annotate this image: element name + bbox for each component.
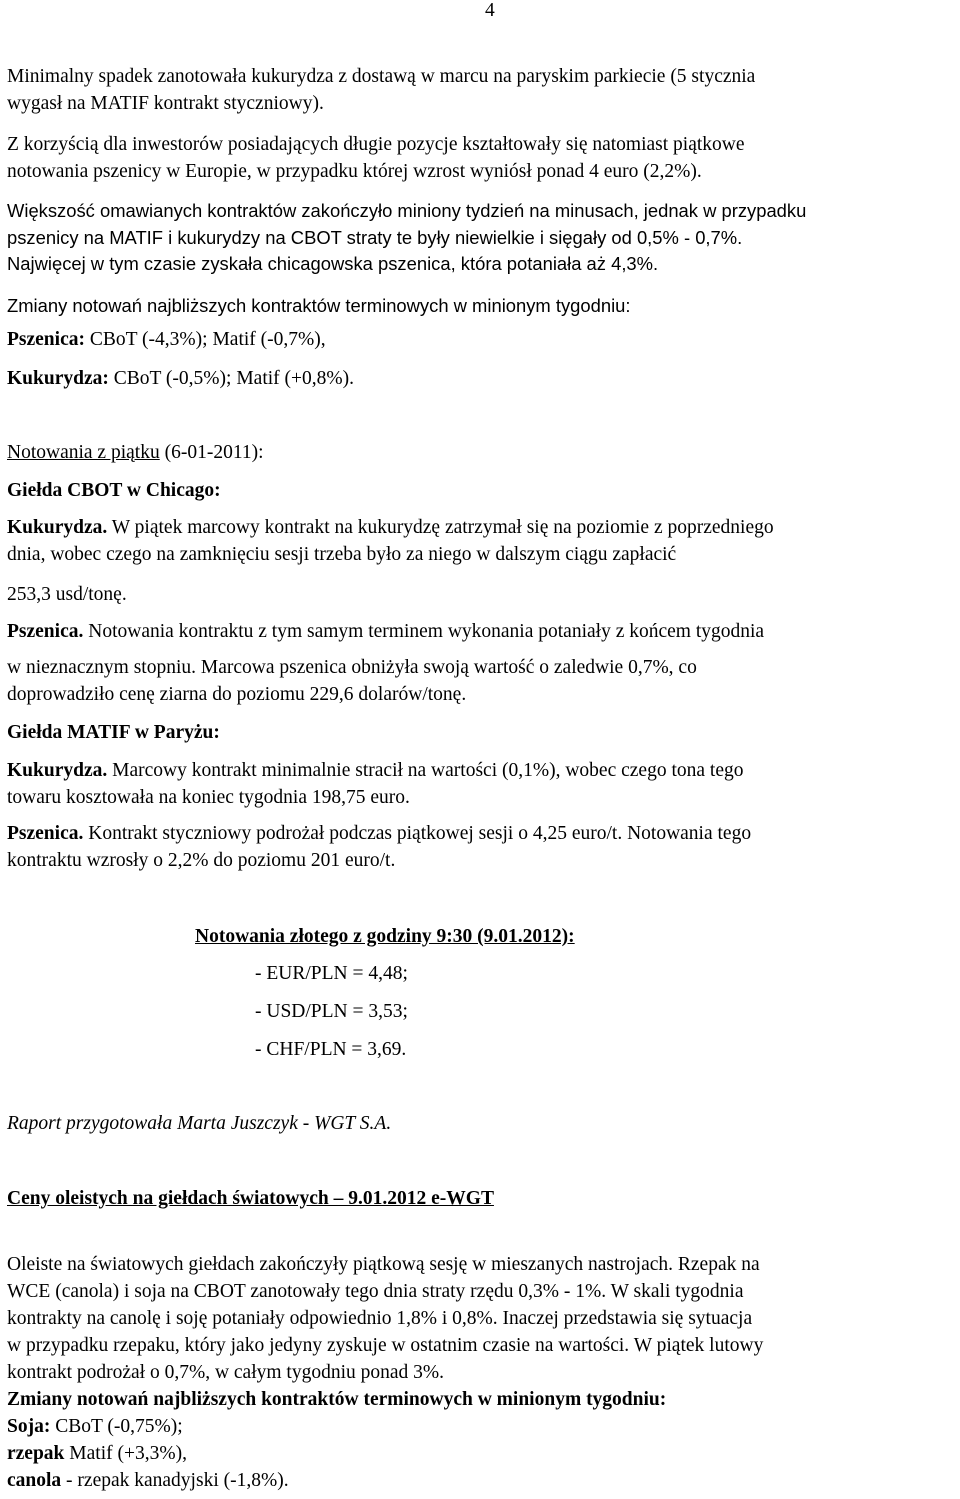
wheat-value: CBoT (-4,3%); Matif (-0,7%), (84, 329, 326, 350)
canola-changes: canola - rzepak kanadyjski (-1,8%). (7, 1470, 289, 1491)
corn-label: Kukurydza: (7, 368, 109, 389)
page-number: 4 (485, 0, 495, 21)
cbot-wheat-line: Pszenica. Notowania kontraktu z tym samym terminem wykonania potaniały z końcem tygodnia (7, 621, 765, 642)
paragraph-line: dnia, wobec czego na zamknięciu sesji trzeba było za niego w dalszym ciągu zapłacić (7, 544, 677, 565)
corn-changes (7, 365, 354, 392)
paragraph-line: doprowadziło cenę ziarna do poziomu 229,6 dolarów/tonę. (7, 684, 467, 705)
matif-corn-line: Kukurydza. Marcowy kontrakt minimalnie stracił na wartości (0,1%), wobec czego tona tego (7, 760, 744, 781)
oil-changes-heading: Zmiany notowań najbliższych kontraktów terminowych w minionym tygodniu: (7, 1389, 667, 1410)
wheat-label: Pszenica: (7, 329, 85, 350)
paragraph-line: Minimalny spadek zanotowała kukurydza z dostawą w marcu na paryskim parkiecie (5 stycznia (7, 66, 756, 87)
matif-corn-label: Kukurydza. (7, 760, 108, 781)
rate-usd: - USD/PLN = 3,53; (255, 1001, 408, 1022)
cbot-heading: Giełda CBOT w Chicago: (7, 480, 221, 501)
cbot-corn-line: Kukurydza. W piątek marcowy kontrakt na kukurydzę zatrzymał się na poziomie z poprzedniego (7, 517, 774, 538)
paragraph-line: wygasł na MATIF kontrakt styczniowy). (7, 93, 324, 114)
rate-eur: - EUR/PLN = 4,48; (255, 963, 408, 984)
paragraph-line: 253,3 usd/tonę. (7, 584, 127, 605)
matif-wheat-label: Pszenica. (7, 823, 84, 844)
soy-changes: Soja: CBoT (-0,75%); (7, 1416, 183, 1437)
paragraph-line: WCE (canola) i soja na CBOT zanotowały tego dnia straty rzędu 0,3% - 1%. W skali tygodnia (7, 1281, 744, 1302)
paragraph-line: kontrakty na canolę i soję potaniały odpowiednio 1,8% i 0,8%. Inaczej przedstawia się sytuacja (7, 1308, 753, 1329)
paragraph-line: Większość omawianych kontraktów zakończyło miniony tydzień na minusach, jednak w przypadku (7, 200, 807, 221)
cbot-corn-label: Kukurydza. (7, 517, 108, 538)
wheat-changes (7, 326, 326, 353)
rate-chf: - CHF/PLN = 3,69. (255, 1039, 407, 1060)
friday-heading-title: Notowania z piątku (7, 442, 160, 463)
rape-changes: rzepak Matif (+3,3%), (7, 1443, 187, 1464)
paragraph-line: towaru kosztowała na koniec tygodnia 198,75 euro. (7, 787, 410, 808)
paragraph-line: notowania pszenicy w Europie, w przypadku której wzrost wyniósł ponad 4 euro (2,2%). (7, 161, 702, 182)
friday-heading (7, 439, 264, 466)
paragraph-line: Najwięcej w tym czasie zyskała chicagowska pszenica, która potaniała aż 4,3%. (7, 253, 659, 274)
paragraph-line: kontraktu wzrosły o 2,2% do poziomu 201 euro/t. (7, 850, 396, 871)
changes-heading: Zmiany notowań najbliższych kontraktów terminowych w minionym tygodniu: (7, 295, 631, 316)
paragraph-line: w przypadku rzepaku, który jako jedyny zyskuje w ostatnim czasie na wartości. W piątek lutowy (7, 1335, 764, 1356)
gold-heading: Notowania złotego z godziny 9:30 (9.01.2012): (195, 926, 575, 947)
friday-date: (6-01-2011): (159, 442, 264, 463)
paragraph-line: w nieznacznym stopniu. Marcowa pszenica obniżyła swoją wartość o zaledwie 0,7%, co (7, 657, 697, 678)
matif-heading: Giełda MATIF w Paryżu: (7, 722, 220, 743)
corn-value: CBoT (-0,5%); Matif (+0,8%). (108, 368, 354, 389)
paragraph-line: kontrakt podrożał o 0,7%, w całym tygodniu ponad 3%. (7, 1362, 445, 1383)
paragraph-line: pszenicy na MATIF i kukurydzy na CBOT straty te były niewielkie i sięgały od 0,5% - 0,7%. (7, 227, 743, 248)
oilseeds-heading: Ceny oleistych na giełdach światowych – 9.01.2012 e-WGT (7, 1188, 494, 1209)
cbot-wheat-label: Pszenica. (7, 621, 84, 642)
paragraph-line: Z korzyścią dla inwestorów posiadających długie pozycje kształtowały się natomiast piątkowe (7, 134, 745, 155)
paragraph-line: Oleiste na światowych giełdach zakończyły piątkową sesję w mieszanych nastrojach. Rzepak na (7, 1254, 760, 1275)
matif-wheat-line: Pszenica. Kontrakt styczniowy podrożał podczas piątkowej sesji o 4,25 euro/t. Notowania tego (7, 823, 752, 844)
author-line: Raport przygotowała Marta Juszczyk - WGT S.A. (7, 1113, 392, 1134)
